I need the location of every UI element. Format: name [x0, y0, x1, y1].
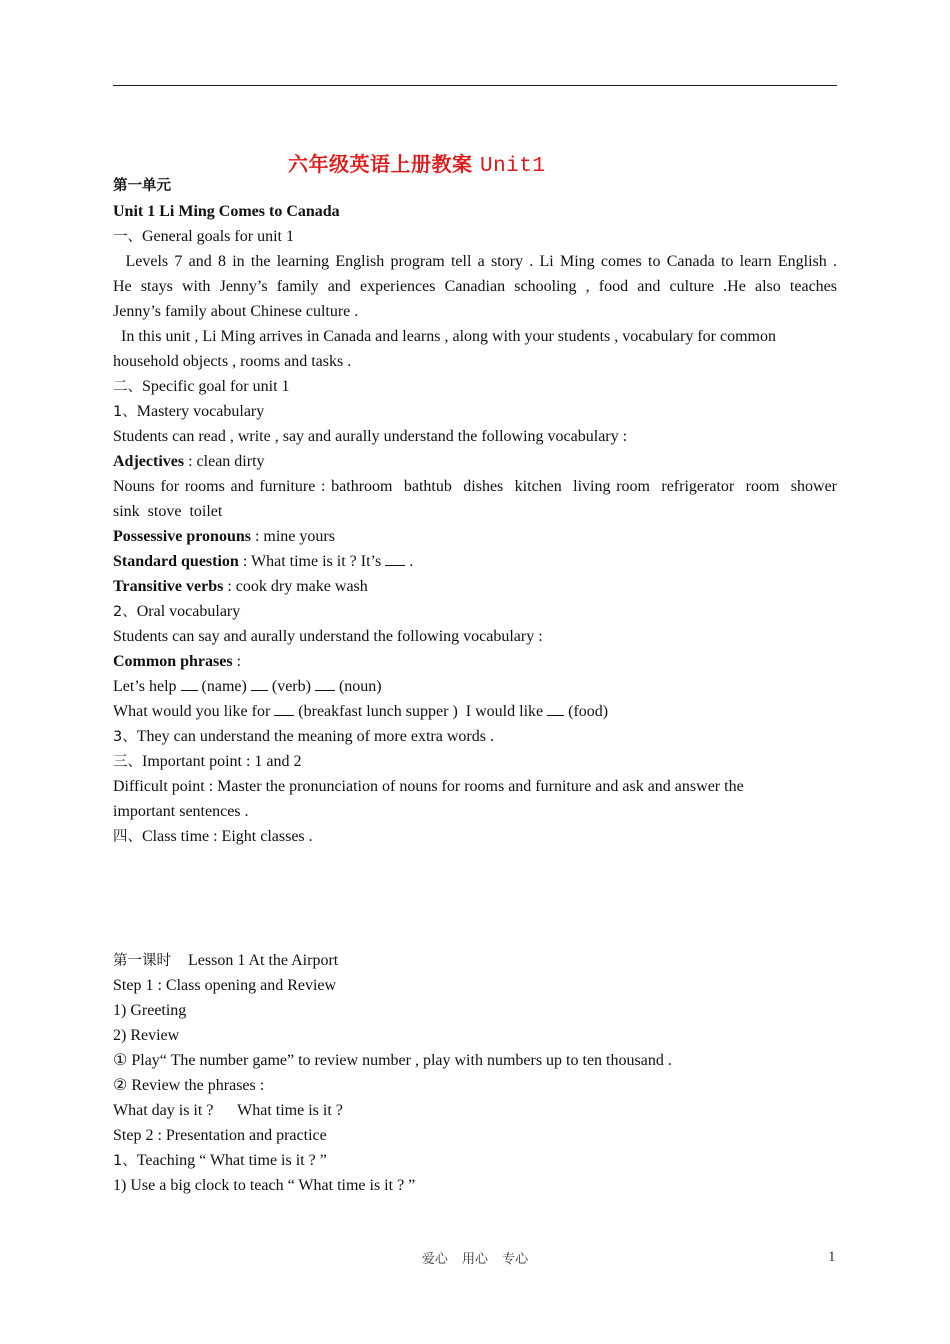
title-unit: Unit1	[479, 155, 546, 178]
section-class-time: 四、Class time : Eight classes .	[113, 828, 313, 845]
item-oral-vocabulary: 2、Oral vocabulary	[113, 603, 241, 620]
fill-blank	[251, 676, 268, 691]
section-important-point: 三、Important point : 1 and 2	[113, 753, 302, 770]
paragraph-line: In this unit , Li Ming arrives in Canada and learns , along with your students , vocabulary for common	[113, 328, 776, 345]
fill-blank	[315, 676, 335, 691]
page-number: 1	[828, 1249, 836, 1265]
title-chinese: 六年级英语上册教案	[288, 152, 473, 176]
fill-blank	[385, 551, 405, 566]
header-rule	[113, 85, 837, 86]
list-item: ② Review the phrases :	[113, 1077, 265, 1094]
paragraph-line: Students can read , write , say and aurally understand the following vocabulary :	[113, 428, 628, 445]
step-2: Step 2 : Presentation and practice	[113, 1127, 327, 1144]
paragraph-line: Students can say and aurally understand the following vocabulary :	[113, 628, 543, 645]
vocab-nouns-cont: sink stove toilet	[113, 503, 223, 520]
item-teaching: 1、Teaching “ What time is it ? ”	[113, 1152, 327, 1169]
section-general-goals: 一、General goals for unit 1	[113, 228, 294, 245]
vocab-transitive-verbs: Transitive verbs : cook dry make wash	[113, 578, 368, 595]
paragraph-line: Difficult point : Master the pronunciation of nouns for rooms and furniture and ask and answer the	[113, 778, 744, 795]
list-item: What day is it ? What time is it ?	[113, 1102, 343, 1119]
paragraph-line: important sentences .	[113, 803, 249, 820]
paragraph-line: Jenny’s family about Chinese culture .	[113, 303, 359, 320]
phrase-lets-help: Let’s help (name) (verb) (noun)	[113, 678, 382, 695]
paragraph-line: He stays with Jenny’s family and experiences Canadian schooling , food and culture .He also teaches	[113, 278, 837, 295]
list-item: ① Play“ The number game” to review number , play with numbers up to ten thousand .	[113, 1052, 672, 1069]
vocab-adjectives: Adjectives : clean dirty	[113, 453, 265, 470]
list-item: 2) Review	[113, 1027, 180, 1044]
list-item: 1) Greeting	[113, 1002, 187, 1019]
list-item: 1) Use a big clock to teach “ What time is it ? ”	[113, 1177, 416, 1194]
step-1: Step 1 : Class opening and Review	[113, 977, 337, 994]
paragraph-line: household objects , rooms and tasks .	[113, 353, 352, 370]
vocab-standard-question: Standard question : What time is it ? It’s .	[113, 553, 414, 570]
fill-blank	[547, 701, 564, 716]
phrase-would-like: What would you like for (breakfast lunch supper ) I would like (food)	[113, 703, 609, 720]
page-footer: 爱心 用心 专心	[421, 1252, 529, 1267]
fill-blank	[181, 676, 198, 691]
vocab-common-phrases: Common phrases :	[113, 653, 242, 670]
vocab-nouns: Nouns for rooms and furniture : bathroom bathtub dishes kitchen living room refrigerator room shower	[113, 478, 837, 495]
lesson-heading: 第一课时 Lesson 1 At the Airport	[113, 952, 339, 969]
item-mastery-vocabulary: 1、Mastery vocabulary	[113, 403, 265, 420]
fill-blank	[274, 701, 294, 716]
unit-chinese-heading: 第一单元	[113, 178, 171, 194]
paragraph-line: Levels 7 and 8 in the learning English program tell a story . Li Ming comes to Canada to learn English .	[113, 253, 837, 270]
unit-title: Unit 1 Li Ming Comes to Canada	[113, 203, 340, 220]
item-extra-words: 3、They can understand the meaning of more extra words .	[113, 728, 494, 745]
vocab-possessive: Possessive pronouns : mine yours	[113, 528, 335, 545]
section-specific-goal: 二、Specific goal for unit 1	[113, 378, 290, 395]
